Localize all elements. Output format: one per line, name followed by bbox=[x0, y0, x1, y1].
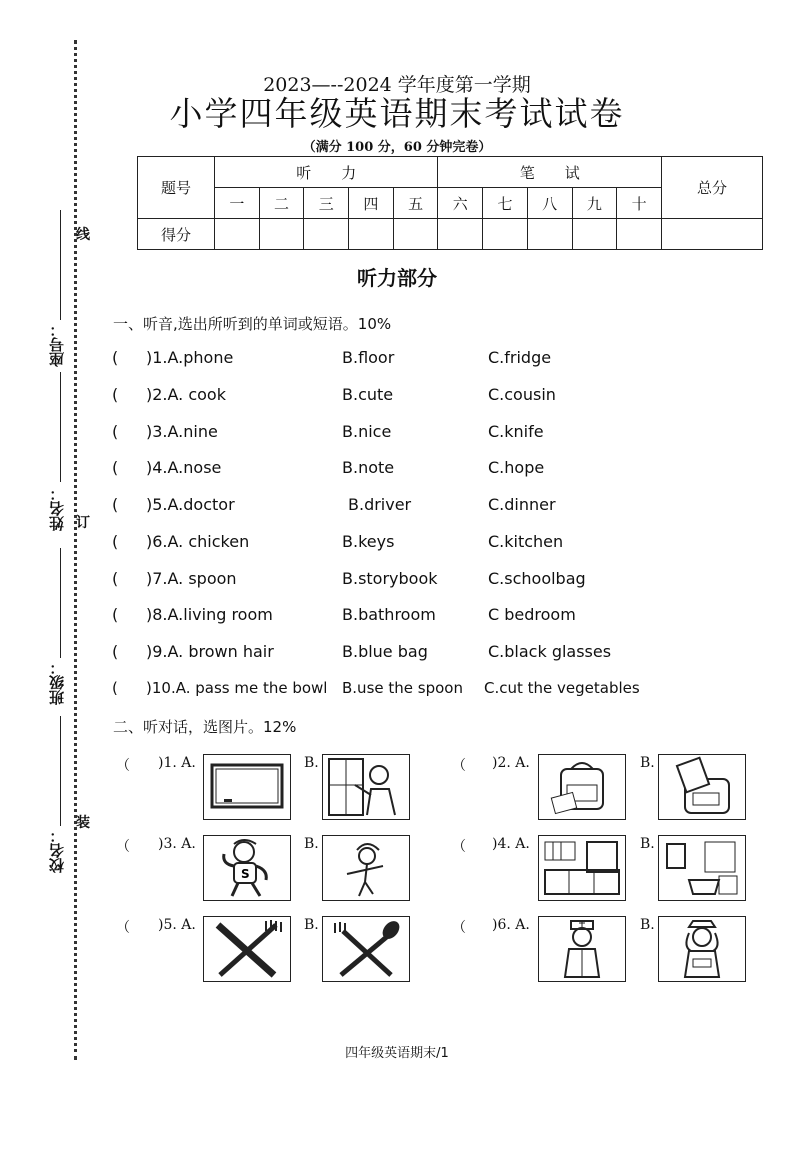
pic-question-label: )3. A. bbox=[158, 836, 196, 852]
num-cell: 四 bbox=[349, 188, 394, 219]
question-row bbox=[112, 569, 752, 591]
score-input[interactable] bbox=[393, 219, 438, 250]
answer-paren[interactable]: ( bbox=[112, 642, 119, 661]
option-c: C.black glasses bbox=[488, 642, 612, 661]
option-c: C.schoolbag bbox=[488, 569, 586, 588]
zongfen-cell: 总分 bbox=[662, 157, 763, 219]
score-input[interactable] bbox=[617, 219, 662, 250]
kitchen-icon[interactable] bbox=[538, 835, 626, 901]
num-cell: 一 bbox=[215, 188, 260, 219]
bathroom-icon[interactable] bbox=[658, 835, 746, 901]
pic-question-label: )2. A. bbox=[492, 755, 530, 771]
answer-paren[interactable]: ( bbox=[112, 422, 119, 441]
option-a: )6.A. chicken bbox=[146, 532, 250, 551]
answer-paren[interactable]: （ bbox=[116, 920, 130, 936]
name-label: 姓名： bbox=[48, 486, 66, 531]
num-cell: 八 bbox=[527, 188, 572, 219]
tingli-header: 听 力 bbox=[215, 157, 438, 188]
strong-boy-icon[interactable] bbox=[203, 835, 291, 901]
option-b: B.cute bbox=[342, 385, 394, 404]
pic-b-label: B. bbox=[640, 836, 655, 852]
school-underline bbox=[60, 716, 61, 826]
option-b: B.nice bbox=[342, 422, 392, 441]
option-c: C.cut the vegetables bbox=[484, 679, 640, 697]
option-b: B.floor bbox=[342, 348, 395, 367]
page-footer: 四年级英语期末/1 bbox=[345, 1046, 449, 1061]
answer-paren[interactable]: ( bbox=[112, 569, 119, 588]
option-c: C.knife bbox=[488, 422, 544, 441]
tihao-cell: 题号 bbox=[138, 157, 215, 219]
score-table bbox=[137, 156, 763, 250]
xian-mark: 线 bbox=[76, 227, 90, 243]
pic-question-label: )1. A. bbox=[158, 755, 196, 771]
defen-cell: 得分 bbox=[138, 219, 215, 250]
pic-b-label: B. bbox=[304, 755, 319, 771]
doctor-icon[interactable] bbox=[538, 916, 626, 982]
num-cell: 六 bbox=[438, 188, 483, 219]
answer-paren[interactable]: ( bbox=[112, 679, 118, 697]
binding-dotted-line bbox=[74, 40, 77, 1060]
option-a: )5.A.doctor bbox=[146, 495, 235, 514]
thin-girl-icon[interactable] bbox=[322, 835, 410, 901]
question-row bbox=[112, 642, 752, 664]
answer-paren[interactable]: ( bbox=[112, 385, 119, 404]
pic-question-label: )6. A. bbox=[492, 917, 530, 933]
schoolbag-book-icon[interactable] bbox=[658, 754, 746, 820]
answer-paren[interactable]: ( bbox=[112, 532, 119, 551]
class-underline bbox=[60, 548, 61, 658]
option-b: B.storybook bbox=[342, 569, 438, 588]
option-b: B.use the spoon bbox=[342, 679, 463, 697]
question-row bbox=[112, 458, 752, 480]
bishi-header: 笔 试 bbox=[438, 157, 662, 188]
knife-fork-icon[interactable] bbox=[203, 916, 291, 982]
option-b: B.driver bbox=[348, 495, 412, 514]
num-cell: 三 bbox=[304, 188, 349, 219]
num-cell: 五 bbox=[393, 188, 438, 219]
answer-paren[interactable]: ( bbox=[112, 458, 119, 477]
option-c: C.fridge bbox=[488, 348, 552, 367]
option-a: )10.A. pass me the bowl bbox=[146, 679, 328, 697]
option-c: C.cousin bbox=[488, 385, 556, 404]
option-b: B.blue bag bbox=[342, 642, 428, 661]
pic-question-label: )5. A. bbox=[158, 917, 196, 933]
option-a: )3.A.nine bbox=[146, 422, 218, 441]
option-a: )7.A. spoon bbox=[146, 569, 237, 588]
school-label: 校名： bbox=[48, 828, 66, 873]
option-c: C.hope bbox=[488, 458, 545, 477]
answer-paren[interactable]: ( bbox=[112, 605, 119, 624]
question-row bbox=[112, 495, 752, 517]
option-a: )8.A.living room bbox=[146, 605, 273, 624]
exam-subtitle: （满分 100 分，60 分钟完卷） bbox=[302, 140, 492, 155]
seat-label: 座号： bbox=[48, 322, 66, 367]
option-b: B.note bbox=[342, 458, 395, 477]
exam-title: 小学四年级英语期末考试试卷 bbox=[169, 94, 625, 133]
name-underline bbox=[60, 372, 61, 482]
option-a: )9.A. brown hair bbox=[146, 642, 274, 661]
score-input[interactable] bbox=[572, 219, 617, 250]
score-input[interactable] bbox=[483, 219, 528, 250]
schoolbag-icon[interactable] bbox=[538, 754, 626, 820]
score-input[interactable] bbox=[438, 219, 483, 250]
part1-heading: 一、听音,选出所听到的单词或短语。10% bbox=[113, 315, 392, 333]
question-row bbox=[112, 605, 752, 627]
pic-b-label: B. bbox=[304, 917, 319, 933]
school-year: 2023—--2024 学年度第一学期 bbox=[263, 74, 531, 96]
pic-b-label: B. bbox=[304, 836, 319, 852]
total-score-input[interactable] bbox=[662, 219, 763, 250]
num-cell: 七 bbox=[483, 188, 528, 219]
blackboard-icon[interactable] bbox=[203, 754, 291, 820]
question-row bbox=[112, 422, 752, 444]
window-girl-icon[interactable] bbox=[322, 754, 410, 820]
num-cell: 九 bbox=[572, 188, 617, 219]
answer-paren[interactable]: ( bbox=[112, 495, 119, 514]
fork-spoon-icon[interactable] bbox=[322, 916, 410, 982]
pic-question-label: )4. A. bbox=[492, 836, 530, 852]
score-input[interactable] bbox=[215, 219, 260, 250]
answer-paren[interactable]: （ bbox=[116, 758, 130, 774]
option-c: C.dinner bbox=[488, 495, 556, 514]
zhuang-mark: 装 bbox=[76, 815, 90, 831]
ding-mark: 订 bbox=[76, 515, 90, 531]
answer-paren[interactable]: ( bbox=[112, 348, 119, 367]
part2-heading: 二、听对话，选图片。12% bbox=[113, 718, 297, 736]
score-input[interactable] bbox=[259, 219, 304, 250]
num-cell: 二 bbox=[259, 188, 304, 219]
question-row bbox=[112, 532, 752, 554]
score-input[interactable] bbox=[349, 219, 394, 250]
option-c: C bedroom bbox=[488, 605, 576, 624]
option-b: B.bathroom bbox=[342, 605, 436, 624]
score-input[interactable] bbox=[527, 219, 572, 250]
answer-paren[interactable]: （ bbox=[116, 839, 130, 855]
option-b: B.keys bbox=[342, 532, 395, 551]
option-a: )1.A.phone bbox=[146, 348, 234, 367]
nurse-icon[interactable] bbox=[658, 916, 746, 982]
option-a: )4.A.nose bbox=[146, 458, 222, 477]
num-cell: 十 bbox=[617, 188, 662, 219]
section-title: 听力部分 bbox=[357, 266, 437, 290]
svg-text:S: S bbox=[241, 867, 250, 881]
pic-b-label: B. bbox=[640, 917, 655, 933]
pic-b-label: B. bbox=[640, 755, 655, 771]
class-label: 班级： bbox=[48, 660, 66, 705]
score-input[interactable] bbox=[304, 219, 349, 250]
option-c: C.kitchen bbox=[488, 532, 564, 551]
answer-paren[interactable]: （ bbox=[452, 920, 466, 936]
option-a: )2.A. cook bbox=[146, 385, 226, 404]
question-row bbox=[112, 348, 752, 370]
answer-paren[interactable]: （ bbox=[452, 839, 466, 855]
question-row bbox=[112, 385, 752, 407]
answer-paren[interactable]: （ bbox=[452, 758, 466, 774]
question-row bbox=[112, 679, 752, 701]
